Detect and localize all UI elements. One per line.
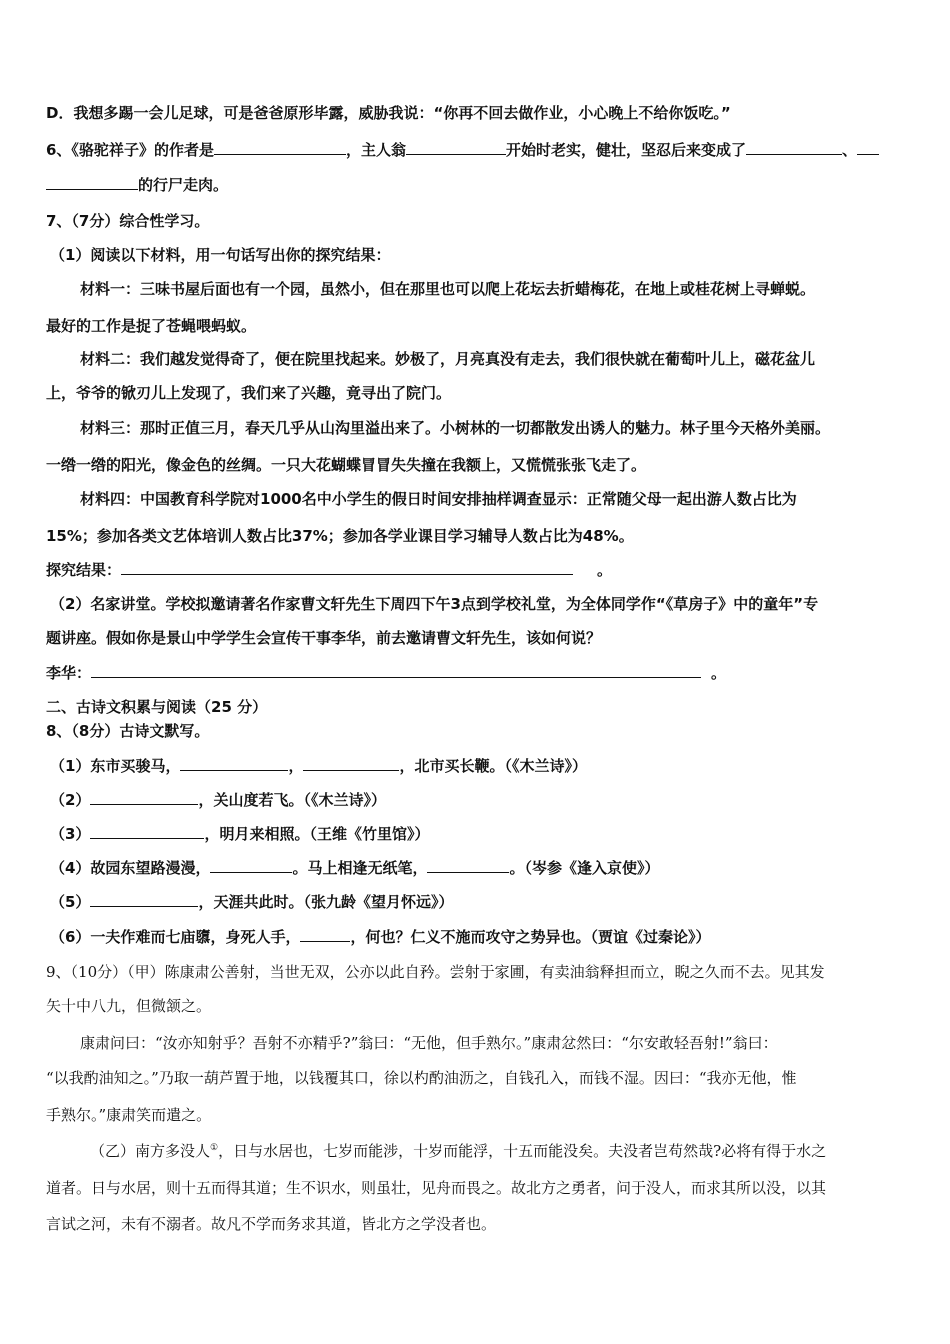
question-7-part-2-line-2: 题讲座。假如你是景山中学学生会宣传干事李华，前去邀请曹文轩先生，该如何说？ — [46, 629, 602, 647]
q6-blank-adj-2a[interactable] — [857, 140, 879, 155]
q6-blank-author[interactable] — [214, 140, 346, 155]
poem-4-text-c: 。（岑参《逢入京使》） — [509, 859, 660, 877]
q6-blank-adj-2b[interactable] — [46, 175, 138, 190]
poem-5-blank[interactable] — [90, 892, 198, 907]
q6-blank-adj-1[interactable] — [746, 140, 842, 155]
material-4-line-1: 材料四：中国教育科学院对1000名中小学生的假日时间安排抽样调查显示：正常随父母一起出游人数占比为 — [80, 490, 797, 508]
section-2-title: 二、古诗文积累与阅读（25 分） — [46, 698, 268, 716]
poem-2-blank[interactable] — [90, 790, 198, 805]
poem-4-text-b: 。马上相逢无纸笔， — [292, 859, 428, 877]
material-2-line-1: 材料二：我们越发觉得奇了，便在院里找起来。妙极了，月亮真没有走去，我们很快就在葡萄叶儿上，磁花盆儿 — [80, 350, 816, 368]
material-3-line-1: 材料三：那时正值三月，春天几乎从山沟里溢出来了。小树林的一切都散发出诱人的魅力。林子里今天格外美丽。 — [80, 419, 831, 437]
q6-blank-protagonist[interactable] — [406, 140, 506, 155]
result-end: 。 — [597, 561, 613, 579]
lihua-blank[interactable] — [91, 663, 701, 678]
q6-text-c: 开始时老实，健壮，坚忍后来变成了 — [505, 141, 746, 159]
passage-jia-line-2: “以我酌油知之。”乃取一葫芦置于地，以钱覆其口，徐以杓酌油沥之，自钱孔入，而钱不湿。因曰：“我亦无他，惟 — [46, 1069, 797, 1087]
poem-2 — [50, 790, 386, 810]
poem-2-text-b: ，关山度若飞。（《木兰诗》） — [198, 791, 386, 809]
poem-5-text-a: （5） — [50, 893, 91, 911]
result-line — [46, 560, 612, 580]
poem-1-blank-2[interactable] — [303, 756, 399, 771]
question-7-part-1: （1）阅读以下材料，用一句话写出你的探究结果： — [50, 246, 391, 264]
poem-6-text-a: （6）一夫作难而七庙隳，身死人手， — [50, 928, 301, 946]
lihua-line — [46, 663, 726, 683]
material-2-line-2: 上，爷爷的锨刃儿上发现了，我们来了兴趣，竟寻出了院门。 — [46, 384, 452, 402]
poem-6-blank[interactable] — [300, 927, 350, 942]
passage-yi-text-b: ，日与水居也，七岁而能涉，十岁而能浮，十五而能没矣。夫没者岂苟然哉?必将有得于水之 — [218, 1142, 827, 1160]
result-blank[interactable] — [121, 560, 573, 575]
poem-4-blank-2[interactable] — [427, 858, 509, 873]
poem-6 — [50, 927, 710, 947]
poem-5-text-b: ，天涯共此时。（张九龄《望月怀远》） — [198, 893, 454, 911]
material-1-line-1: 材料一：三味书屋后面也有一个园，虽然小，但在那里也可以爬上花坛去折蜡梅花，在地上或桂花树上寻蝉蜕。 — [80, 280, 816, 298]
poem-2-text-a: （2） — [50, 791, 91, 809]
q6-text-d: 、 — [841, 141, 857, 159]
poem-3-text-a: （3） — [50, 825, 91, 843]
poem-4-text-a: （4）故园东望路漫漫， — [50, 859, 211, 877]
question-7-title: 7、（7分）综合性学习。 — [46, 212, 210, 230]
passage-yi-line-3: 言试之河，未有不溺者。故凡不学而务求其道，皆北方之学没者也。 — [46, 1215, 497, 1233]
lihua-end: 。 — [711, 664, 727, 682]
poem-3 — [50, 824, 429, 844]
poem-6-text-b: ，何也？仁义不施而攻守之势异也。（贾谊《过秦论》） — [350, 928, 711, 946]
poem-5 — [50, 892, 453, 912]
option-d: D．我想多踢一会儿足球，可是爸爸原形毕露，威胁我说：“你再不回去做作业，小心晚上不给你饭吃。” — [46, 104, 731, 122]
poem-4-blank-1[interactable] — [210, 858, 292, 873]
passage-yi-text-a: （乙）南方多没人 — [90, 1142, 211, 1160]
question-9-line-1: 9、（10分）（甲）陈康肃公善射，当世无双，公亦以此自矜。尝射于家圃，有卖油翁释担而立，睨之久而不去。见其发 — [46, 963, 825, 981]
q6-text-b: ，主人翁 — [345, 141, 406, 159]
q6-text-a: 6、《骆驼祥子》的作者是 — [46, 141, 214, 159]
passage-jia-line-3: 手熟尔。”康肃笑而遣之。 — [46, 1106, 212, 1124]
question-6-line-1 — [46, 140, 879, 160]
question-8-title: 8、（8分）古诗文默写。 — [46, 722, 210, 740]
poem-1 — [50, 756, 587, 776]
poem-1-text-c: ，北市买长鞭。（《木兰诗》） — [399, 757, 587, 775]
lihua-label: 李华： — [46, 664, 92, 682]
poem-1-blank-1[interactable] — [180, 756, 288, 771]
poem-3-text-b: ，明月来相照。（王维《竹里馆》） — [204, 825, 430, 843]
poem-3-blank[interactable] — [90, 824, 204, 839]
poem-4 — [50, 858, 659, 878]
material-4-line-2: 15%；参加各类文艺体培训人数占比37%；参加各学业课目学习辅导人数占比为48%。 — [46, 527, 634, 545]
question-7-part-2-line-1: （2）名家讲堂。学校拟邀请著名作家曹文轩先生下周四下午3点到学校礼堂，为全体同学作“《草房子》中的童年”专 — [50, 595, 819, 613]
footnote-marker: ① — [210, 1143, 219, 1153]
q6-text-e: 的行尸走肉。 — [138, 176, 229, 194]
material-1-line-2: 最好的工作是捉了苍蝇喂蚂蚁。 — [46, 317, 257, 335]
result-label: 探究结果： — [46, 561, 122, 579]
question-9-line-2: 矢十中八九，但微颔之。 — [46, 997, 212, 1015]
poem-1-text-a: （1）东市买骏马， — [50, 757, 181, 775]
poem-1-text-b: ， — [288, 757, 304, 775]
question-6-line-2 — [46, 175, 228, 195]
passage-jia-line-1: 康肃问曰：“汝亦知射乎？吾射不亦精乎?”翁曰：“无他，但手熟尔。”康肃忿然曰：“尔安敢轻吾射!”翁曰： — [80, 1034, 778, 1052]
passage-yi-line-2: 道者。日与水居，则十五而得其道；生不识水，则虽壮，见舟而畏之。故北方之勇者，问于没人，而求其所以没，以其 — [46, 1179, 827, 1197]
passage-yi-line-1 — [90, 1141, 826, 1161]
material-3-line-2: 一绺一绺的阳光，像金色的丝绸。一只大花蝴蝶冒冒失失撞在我额上，又慌慌张张飞走了。 — [46, 456, 647, 474]
